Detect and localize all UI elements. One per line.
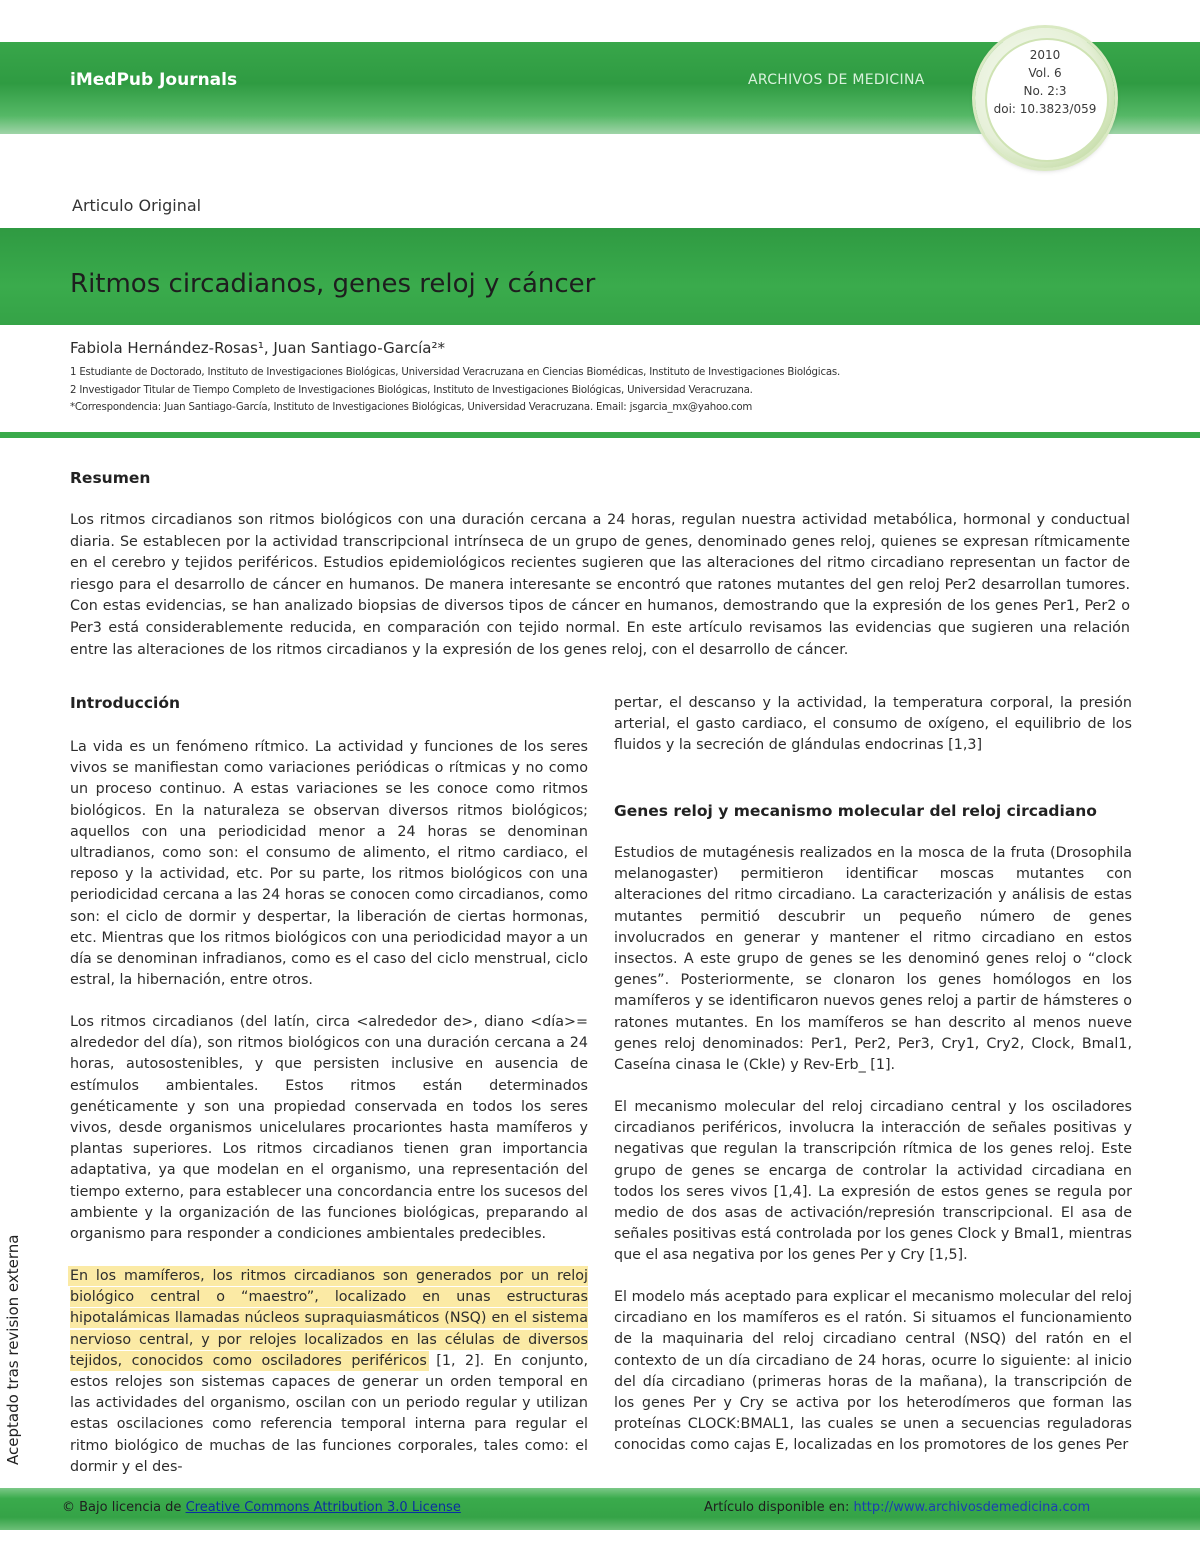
intro-paragraph-3 [70, 1266, 588, 1478]
issue-doi: doi: 10.3823/059 [993, 102, 1097, 116]
genes-paragraph-1: Estudios de mutagénesis realizados en la mosca de la fruta (Drosophila melanogaster) permitieron identificar moscas mutantes con alteraciones del ritmo circadiano. La caracterización y análisis de estas mutantes permitió descubrir un pequeño número de genes involucrados en generar y mantener el ritmo circadiano en estos insectos. A este grupo de genes se les denominó genes reloj o “clock genes”. Posteriormente, se clonaron los genes homólogos en los mamíferos y se identificaron nuevos genes reloj a partir de hámsteres o ratones mutantes. En los mamíferos se han descrito al menos nueve genes reloj denominados: Per1, Per2, Per3, Cry1, Cry2, Clock, Bmal1, Caseína cinasa Ie (CkIe) y Rev-Erb_ [1]. [614, 845, 1132, 1074]
abstract-heading: Resumen [70, 469, 151, 487]
license-link[interactable]: Creative Commons Attribution 3.0 License [185, 1500, 461, 1515]
affiliation-2: 2 Investigador Titular de Tiempo Completo de Investigaciones Biológicas, Instituto de Investigaciones Biológicas, Universidad Veracruzana. [70, 385, 753, 396]
available-prefix: Artículo disponible en: [704, 1500, 854, 1515]
intro-continuation: pertar, el descanso y la actividad, la temperatura corporal, la presión arterial, el gasto cardiaco, el consumo de oxígeno, el equilibrio de los fluidos y la secreción de glándulas endocrinas [1,3] [614, 695, 1132, 754]
correspondence: *Correspondencia: Juan Santiago-García, Instituto de Investigaciones Biológicas, Universidad Veracruzana. Email: jsgarcia_mx@yahoo.com [70, 402, 753, 413]
issue-number: No. 2:3 [1023, 84, 1067, 98]
authors: Fabiola Hernández-Rosas¹, Juan Santiago-García²* [70, 339, 445, 357]
intro-paragraph-2: Los ritmos circadianos (del latín, circa <alrededor de>, diano <día>= alrededor del día), son ritmos biológicos con una duración cercana a 24 horas, autosostenibles, y que persisten inclusive en ausencia de estímulos ambientales. Estos ritmos están determinados genéticamente y son una propiedad conservada en todos los seres vivos, desde organismos unicelulares procariontes hasta mamíferos y plantas superiores. Los ritmos circadianos tienen gran importancia adaptativa, ya que modelan en el organismo, una representación del tiempo externo, para establecer una concordancia entre los sucesos del ambiente y la organización de las funciones biológicas, preparando al organismo para responder a condiciones ambientales predecibles. [70, 1014, 588, 1243]
article-type: Articulo Original [72, 196, 202, 215]
section-divider [0, 432, 1200, 438]
issue-volume: Vol. 6 [1028, 66, 1062, 80]
footer-availability [704, 1500, 1090, 1515]
affiliation-1: 1 Estudiante de Doctorado, Instituto de Investigaciones Biológicas, Universidad Veracruzana en Ciencias Biomédicas, Instituto de Investigaciones Biológicas. [70, 367, 841, 378]
genes-paragraph-3: El modelo más aceptado para explicar el mecanismo molecular del reloj circadiano en los mamíferos es el ratón. Si situamos el funcionamiento de la maquinaria del reloj circadiano central (NSQ) del ratón en el contexto de un día circadiano de 24 horas, ocurre lo siguiente: al inicio del día circadiano (primeras horas de la mañana), la transcripción de los genes Per y Cry se activa por los heterodímeros que forman las proteínas CLOCK:BMAL1, las cuales se unen a secuencias reguladoras conocidas como cajas E, localizadas en los promotores de los genes Per [614, 1289, 1132, 1454]
page-title: Ritmos circadianos, genes reloj y cáncer [70, 269, 596, 299]
intro-paragraph-3-rest: [1, 2]. En conjunto, estos relojes son sistemas capaces de generar un orden temporal en las actividades del organismo, oscilan con un periodo regular y utilizan estas oscilaciones como referencia temporal interna para regular el ritmo biológico de muchas de las funciones corporales, tales como: el dormir y el des- [70, 1352, 588, 1475]
issue-year: 2010 [1029, 48, 1061, 62]
intro-paragraph-1: La vida es un fenómeno rítmico. La actividad y funciones de los seres vivos se manifiestan como variaciones periódicas o rítmicas y no como un proceso continuo. A estas variaciones se les conoce como ritmos biológicos. En la naturaleza se observan diversos ritmos biológicos; aquellos con una periodicidad menor a 24 horas se denominan ultradianos, como son: el consumo de alimento, el ritmo cardiaco, el reposo y la actividad, etc. Por su parte, los ritmos biológicos con una periodicidad cercana a las 24 horas se conocen como circadianos, como son: el ciclo de dormir y despertar, la liberación de ciertas hormonas, etc. Mientras que los ritmos biológicos con una periodicidad mayor a un día se denominan infradianos, como es el caso del ciclo menstrual, ciclo estral, la hibernación, entre otros. [70, 739, 588, 989]
publisher-brand: iMedPub Journals [70, 70, 238, 90]
highlighted-text: En los mamíferos, los ritmos circadianos son generados por un reloj biológico central o “maestro”, localizado en unas estructuras hipotalámicas llamadas núcleos supraquiasmáticos (NSQ) en el sistema nervioso central, y por relojes localizados en las células de diversos tejidos, conocidos como osciladores periféricos [70, 1268, 588, 1369]
review-side-note: Aceptado tras revision externa [4, 1234, 22, 1465]
genes-heading: Genes reloj y mecanismo molecular del reloj circadiano [614, 802, 1097, 820]
intro-heading: Introducción [70, 694, 181, 712]
website-link[interactable]: http://www.archivosdemedicina.com [853, 1500, 1091, 1515]
issue-badge-text [975, 46, 1115, 118]
footer-license [62, 1500, 461, 1515]
genes-paragraph-2: El mecanismo molecular del reloj circadiano central y los osciladores circadianos periféricos, involucra la interacción de señales positivas y negativas que regulan la transcripción rítmica de los genes reloj. Este grupo de genes se encarga de controlar la actividad circadiana en todos los seres vivos [1,4]. La expresión de estos genes se regula por medio de dos asas de activación/represión transcripcional. El asa de señales positivas está controlada por los genes Clock y Bmal1, mientras que el asa negativa por los genes Per y Cry [1,5]. [614, 1099, 1132, 1264]
license-prefix: © Bajo licencia de [62, 1500, 186, 1515]
journal-name: ARCHIVOS DE MEDICINA [748, 72, 925, 88]
abstract-text: Los ritmos circadianos son ritmos biológicos con una duración cercana a 24 horas, regulan nuestra actividad metabólica, hormonal y conductual diaria. Se establecen por la actividad transcripcional intrínseca de un grupo de genes, denominado genes reloj, quienes se expresan rítmicamente en el cerebro y tejidos periféricos. Estudios epidemiológicos recientes sugieren que las alteraciones del ritmo circadiano representan un factor de riesgo para el desarrollo de cáncer en humanos. De manera interesante se encontró que ratones mutantes del gen reloj Per2 desarrollan tumores. Con estas evidencias, se han analizado biopsias de diversos tipos de cáncer en humanos, demostrando que la expresión de los genes Per1, Per2 o Per3 está considerablemente reducida, en comparación con tejido normal. En este artículo revisamos las evidencias que sugieren una relación entre las alteraciones de los ritmos circadianos y la expresión de los genes reloj, con el desarrollo de cáncer. [70, 512, 1130, 658]
